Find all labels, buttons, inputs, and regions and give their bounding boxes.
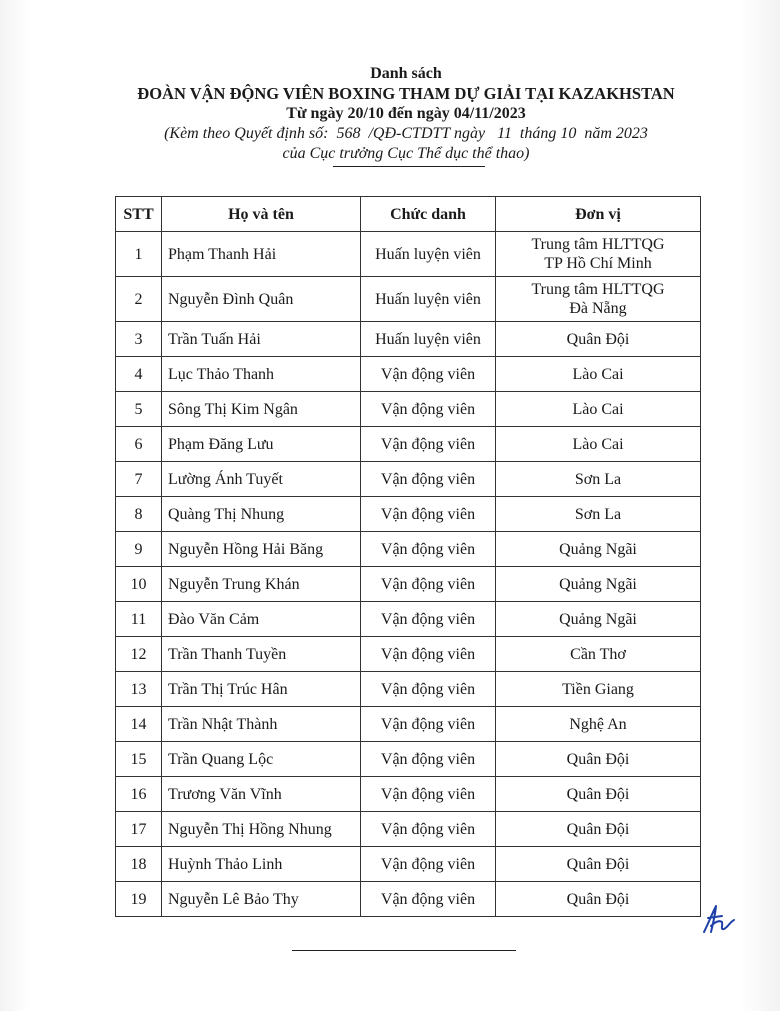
footer-divider	[292, 950, 516, 951]
cell-name: Đào Văn Cảm	[162, 602, 361, 637]
cell-role: Vận động viên	[361, 777, 496, 812]
cell-unit	[496, 777, 701, 812]
document-header	[0, 64, 780, 164]
cell-stt: 2	[116, 277, 162, 322]
cell-name: Trần Thị Trúc Hân	[162, 672, 361, 707]
cell-stt: 12	[116, 637, 162, 672]
cell-name: Lục Thảo Thanh	[162, 357, 361, 392]
cell-name: Nguyễn Thị Hồng Nhung	[162, 812, 361, 847]
column-header-name: Họ và tên	[162, 197, 361, 232]
cell-unit-line: Quân Đội	[566, 785, 630, 803]
cell-stt: 14	[116, 707, 162, 742]
cell-name: Huỳnh Thảo Linh	[162, 847, 361, 882]
cell-name: Lường Ánh Tuyết	[162, 462, 361, 497]
table-row	[116, 427, 701, 462]
cell-name: Trần Quang Lộc	[162, 742, 361, 777]
cell-unit	[496, 637, 701, 672]
cell-unit	[496, 532, 701, 567]
header-decision-ref: (Kèm theo Quyết định số: 568 /QĐ-CTDTT ngày 11 tháng 10 năm 2023	[164, 125, 648, 142]
table-row	[116, 277, 701, 322]
cell-stt: 8	[116, 497, 162, 532]
cell-role: Vận động viên	[361, 847, 496, 882]
cell-stt: 19	[116, 882, 162, 917]
cell-unit	[496, 427, 701, 462]
table-row	[116, 497, 701, 532]
cell-stt: 6	[116, 427, 162, 462]
cell-stt: 3	[116, 322, 162, 357]
roster-body	[116, 232, 701, 917]
cell-stt: 7	[116, 462, 162, 497]
table-row	[116, 847, 701, 882]
cell-stt: 1	[116, 232, 162, 277]
cell-stt: 9	[116, 532, 162, 567]
cell-role: Vận động viên	[361, 707, 496, 742]
roster-table	[115, 196, 701, 917]
cell-unit-line: Quân Đội	[566, 750, 630, 768]
cell-unit	[496, 672, 701, 707]
cell-name: Nguyễn Đình Quân	[162, 277, 361, 322]
cell-role: Huấn luyện viên	[361, 322, 496, 357]
cell-unit-line: Quân Đội	[566, 855, 630, 873]
cell-unit-line: Quân Đội	[566, 890, 630, 908]
cell-name: Trương Văn Vĩnh	[162, 777, 361, 812]
cell-unit-line: Lào Cai	[572, 435, 624, 453]
cell-name: Trần Tuấn Hải	[162, 322, 361, 357]
table-row	[116, 707, 701, 742]
cell-stt: 11	[116, 602, 162, 637]
cell-role: Vận động viên	[361, 532, 496, 567]
table-row	[116, 232, 701, 277]
cell-name: Trần Nhật Thành	[162, 707, 361, 742]
column-header-unit: Đơn vị	[496, 197, 701, 232]
column-header-role: Chức danh	[361, 197, 496, 232]
header-divider	[333, 166, 485, 167]
cell-role: Vận động viên	[361, 812, 496, 847]
cell-unit	[496, 847, 701, 882]
cell-role: Vận động viên	[361, 462, 496, 497]
table-row	[116, 812, 701, 847]
cell-name: Nguyễn Hồng Hải Băng	[162, 532, 361, 567]
table-header-row	[116, 197, 701, 232]
cell-stt: 16	[116, 777, 162, 812]
cell-unit	[496, 742, 701, 777]
cell-unit	[496, 882, 701, 917]
cell-stt: 15	[116, 742, 162, 777]
cell-unit-line: Nghệ An	[569, 715, 627, 733]
cell-unit	[496, 277, 701, 322]
cell-stt: 10	[116, 567, 162, 602]
cell-name: Sông Thị Kim Ngân	[162, 392, 361, 427]
cell-stt: 17	[116, 812, 162, 847]
table-row	[116, 322, 701, 357]
cell-role: Vận động viên	[361, 392, 496, 427]
cell-role: Vận động viên	[361, 567, 496, 602]
cell-unit-line: Quân Đội	[566, 820, 630, 838]
cell-role: Vận động viên	[361, 742, 496, 777]
handwritten-initials-icon	[702, 902, 736, 936]
cell-unit-line: Sơn La	[574, 470, 622, 488]
cell-unit-line: Trung tâm HLTTQG	[531, 236, 665, 253]
cell-role: Huấn luyện viên	[361, 232, 496, 277]
cell-unit	[496, 707, 701, 742]
cell-unit-line: Lào Cai	[572, 365, 624, 383]
table-row	[116, 462, 701, 497]
cell-name: Phạm Đăng Lưu	[162, 427, 361, 462]
table-row	[116, 777, 701, 812]
cell-unit-line: Quân Đội	[566, 330, 630, 348]
cell-role: Vận động viên	[361, 427, 496, 462]
table-row	[116, 602, 701, 637]
cell-unit-line: Trung tâm HLTTQG	[531, 281, 665, 298]
cell-unit	[496, 567, 701, 602]
header-date-range: Từ ngày 20/10 đến ngày 04/11/2023	[286, 105, 526, 122]
cell-role: Huấn luyện viên	[361, 277, 496, 322]
cell-unit	[496, 232, 701, 277]
cell-unit	[496, 322, 701, 357]
table-row	[116, 532, 701, 567]
table-row	[116, 742, 701, 777]
cell-role: Vận động viên	[361, 637, 496, 672]
cell-unit-line: Quảng Ngãi	[559, 610, 637, 628]
cell-name: Nguyễn Trung Khán	[162, 567, 361, 602]
cell-unit-line: Quảng Ngãi	[559, 540, 637, 558]
cell-role: Vận động viên	[361, 497, 496, 532]
cell-unit-line: Đà Nẵng	[569, 300, 627, 317]
header-issuer: của Cục trưởng Cục Thể dục thể thao)	[282, 145, 530, 162]
header-title: ĐOÀN VẬN ĐỘNG VIÊN BOXING THAM DỰ GIẢI TẠI KAZAKHSTAN	[137, 84, 675, 103]
cell-unit	[496, 462, 701, 497]
cell-stt: 5	[116, 392, 162, 427]
cell-role: Vận động viên	[361, 357, 496, 392]
cell-stt: 18	[116, 847, 162, 882]
cell-role: Vận động viên	[361, 602, 496, 637]
cell-unit	[496, 392, 701, 427]
table-row	[116, 567, 701, 602]
cell-unit-line: Cần Thơ	[570, 645, 626, 663]
cell-name: Phạm Thanh Hải	[162, 232, 361, 277]
cell-unit	[496, 602, 701, 637]
table-row	[116, 392, 701, 427]
table-row	[116, 672, 701, 707]
cell-name: Trần Thanh Tuyền	[162, 637, 361, 672]
cell-unit-line: Quảng Ngãi	[559, 575, 637, 593]
cell-name: Nguyễn Lê Bảo Thy	[162, 882, 361, 917]
table-row	[116, 637, 701, 672]
cell-role: Vận động viên	[361, 882, 496, 917]
table-row	[116, 882, 701, 917]
cell-unit-line: TP Hồ Chí Minh	[544, 255, 652, 272]
cell-role: Vận động viên	[361, 672, 496, 707]
cell-stt: 13	[116, 672, 162, 707]
cell-unit-line: Sơn La	[574, 505, 622, 523]
cell-unit	[496, 497, 701, 532]
table-row	[116, 357, 701, 392]
cell-unit	[496, 357, 701, 392]
cell-unit-line: Lào Cai	[572, 400, 624, 418]
cell-unit-line: Tiền Giang	[562, 680, 634, 698]
column-header-stt: STT	[116, 197, 162, 232]
header-heading: Danh sách	[370, 65, 442, 82]
cell-stt: 4	[116, 357, 162, 392]
cell-unit	[496, 812, 701, 847]
cell-name: Quàng Thị Nhung	[162, 497, 361, 532]
